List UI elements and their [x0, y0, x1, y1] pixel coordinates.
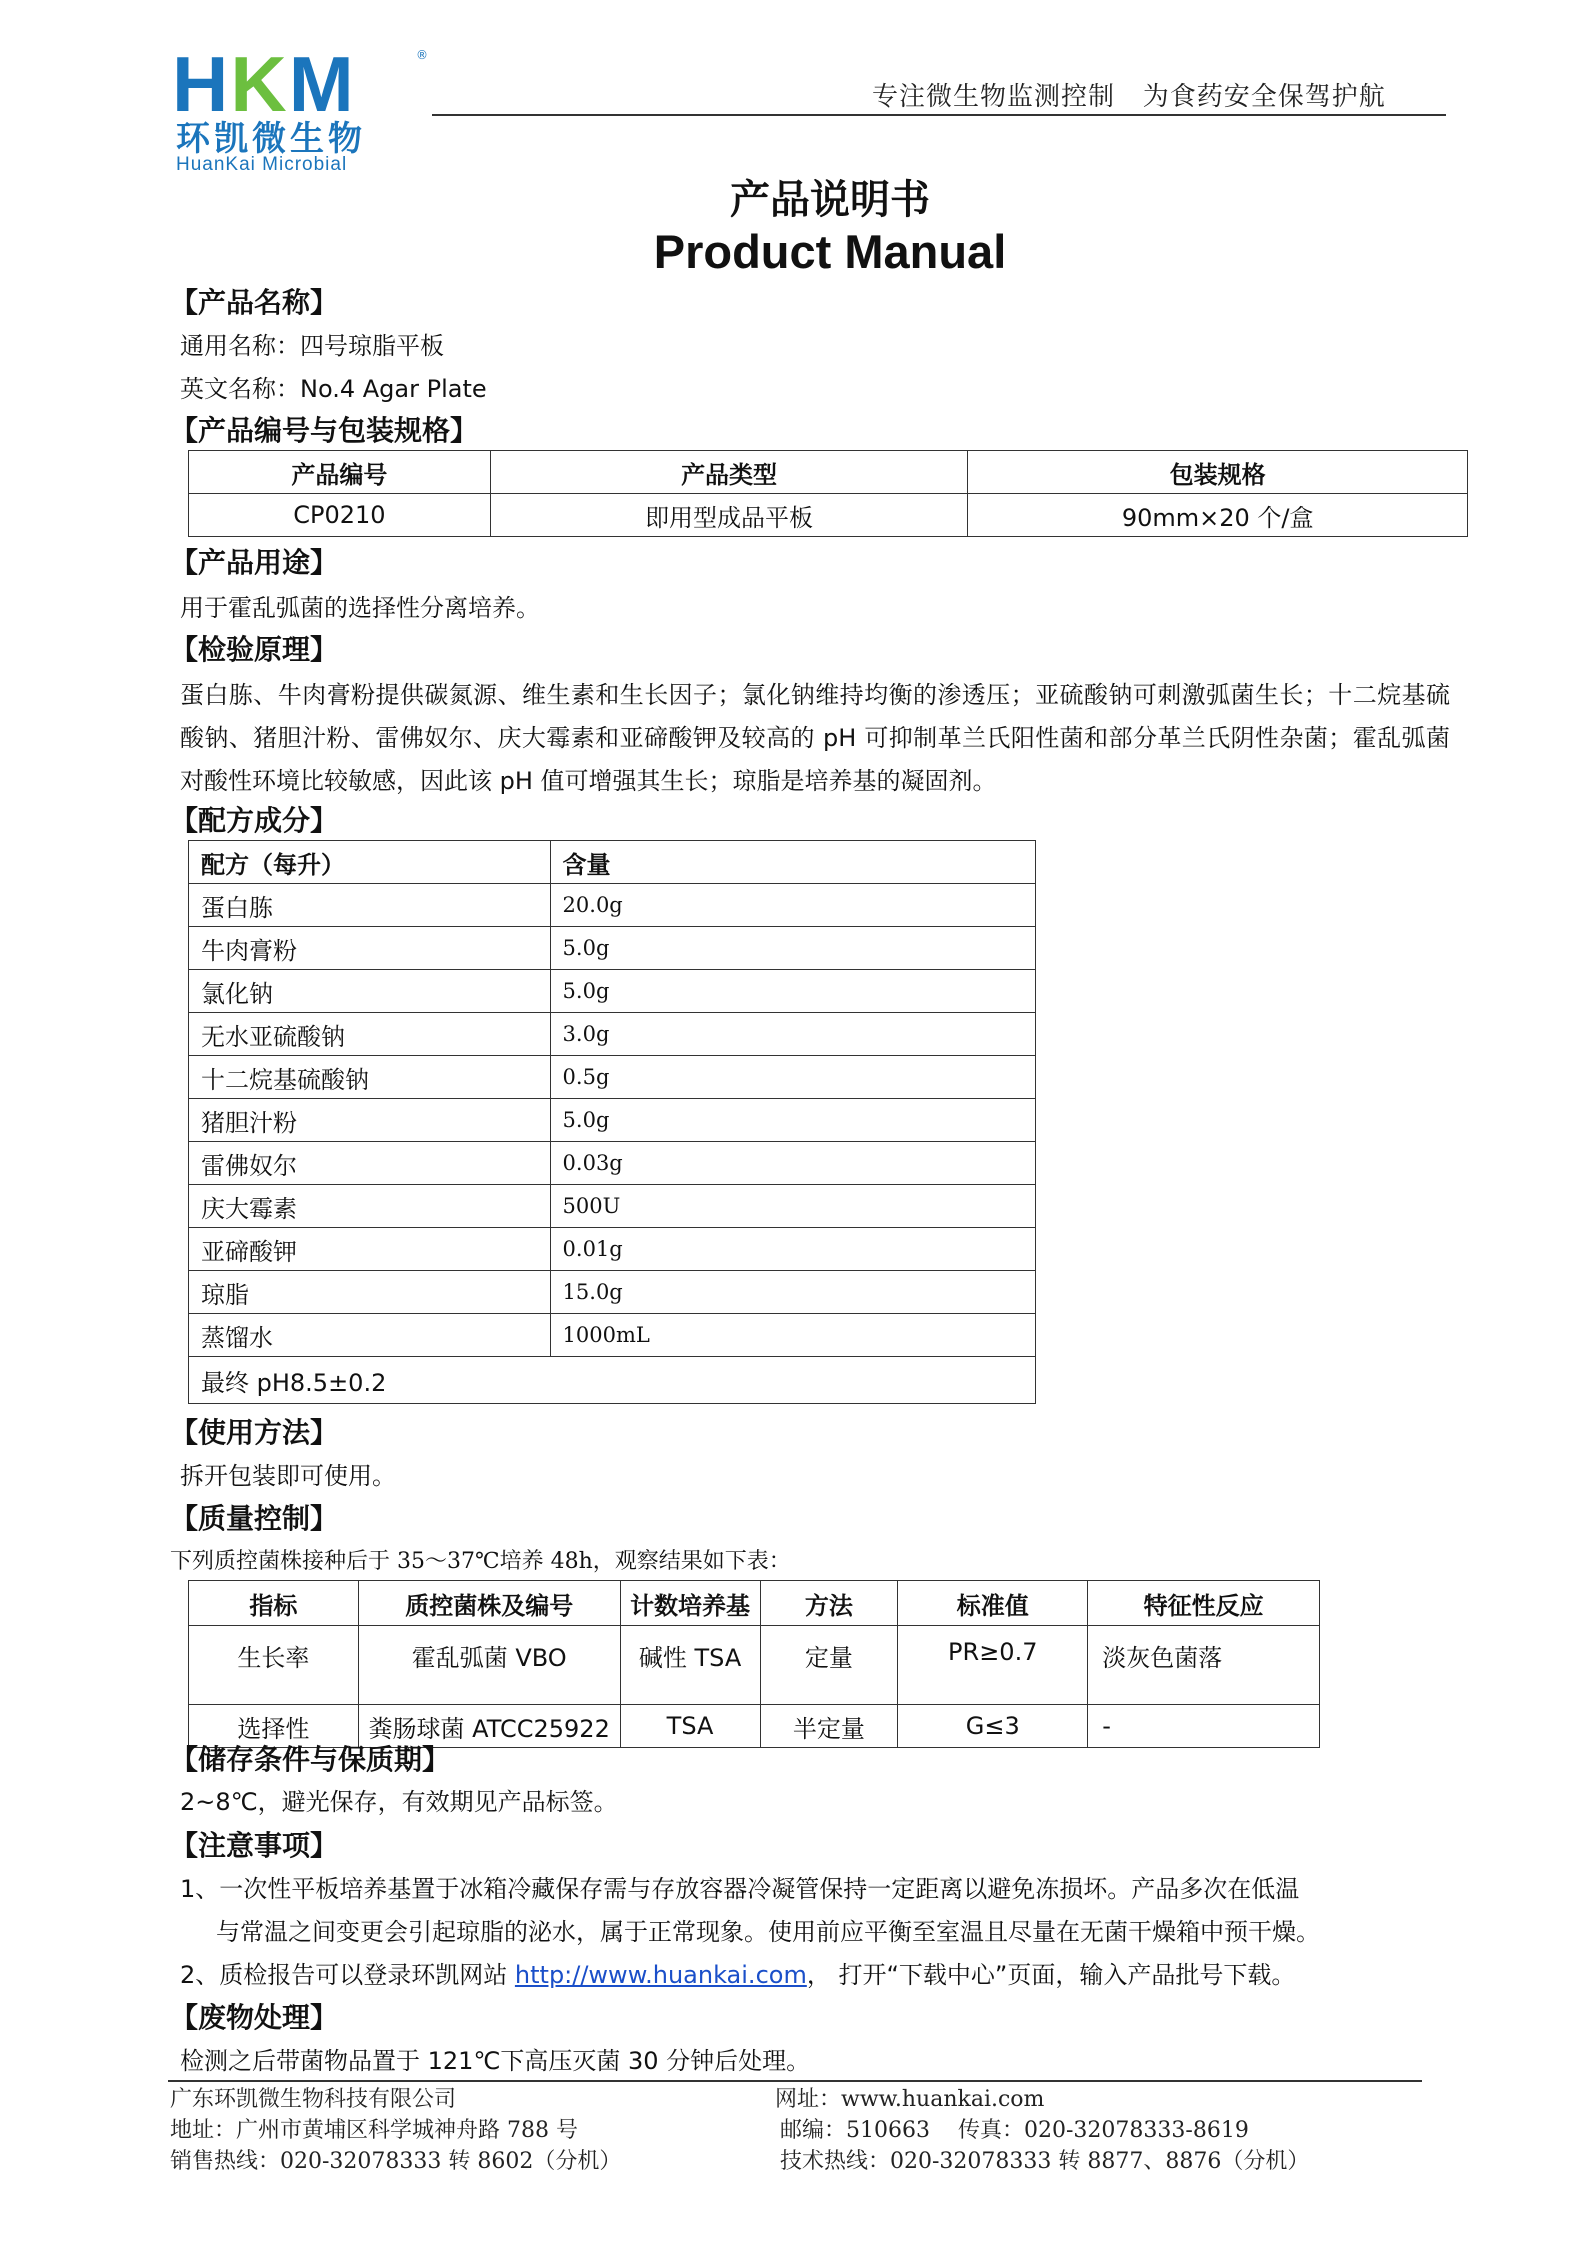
amount: 3.0g	[550, 1013, 1035, 1056]
logo-mark: HKM	[172, 40, 356, 128]
table-row	[189, 1314, 1036, 1357]
note-item-2-prefix: 2、质检报告可以登录环凯网站	[180, 1961, 515, 1989]
table-header-cell: 方法	[760, 1581, 898, 1626]
table-row	[189, 1357, 1036, 1404]
qc-medium: 碱性 TSA	[620, 1626, 760, 1705]
footer-website: 网址：www.huankai.com	[775, 2087, 1045, 2112]
ingredient: 氯化钠	[189, 970, 551, 1013]
qc-reaction: -	[1088, 1705, 1320, 1748]
table-row	[189, 1185, 1036, 1228]
table-row	[189, 1228, 1036, 1271]
amount: 0.5g	[550, 1056, 1035, 1099]
section-heading-disposal: 【废物处理】	[170, 2001, 339, 2034]
ingredient: 猪胆汁粉	[189, 1099, 551, 1142]
logo-chinese-name: 环凯微生物	[176, 119, 366, 159]
table-header-row	[189, 841, 1036, 884]
qc-strain: 霍乱弧菌 VBO	[358, 1626, 620, 1705]
amount: 0.01g	[550, 1228, 1035, 1271]
ingredient: 雷佛奴尔	[189, 1142, 551, 1185]
qc-strain: 粪肠球菌 ATCC25922	[358, 1705, 620, 1748]
amount: 0.03g	[550, 1142, 1035, 1185]
ingredient: 十二烷基硫酸钠	[189, 1056, 551, 1099]
table-row	[189, 970, 1036, 1013]
header-slogan: 专注微生物监测控制 为食药安全保驾护航	[872, 82, 1386, 112]
method-text: 拆开包装即可使用。	[180, 1462, 396, 1490]
registered-mark: ®	[416, 48, 428, 62]
qc-standard: G≤3	[898, 1705, 1088, 1748]
qc-intro: 下列质控菌株接种后于 35～37℃培养 48h，观察结果如下表：	[170, 1549, 791, 1574]
qc-medium: TSA	[620, 1705, 760, 1748]
header-divider	[432, 114, 1446, 116]
qc-method: 定量	[760, 1626, 898, 1705]
amount: 5.0g	[550, 1099, 1035, 1142]
section-heading-product-name: 【产品名称】	[170, 286, 339, 319]
table-header-cell: 产品编号	[189, 451, 491, 494]
ingredient: 庆大霉素	[189, 1185, 551, 1228]
ingredient: 牛肉膏粉	[189, 927, 551, 970]
section-heading-formula: 【配方成分】	[170, 804, 339, 837]
package-spec: 90mm×20 个/盒	[968, 494, 1468, 537]
formula-table	[188, 840, 1036, 1404]
amount: 20.0g	[550, 884, 1035, 927]
note-item-1-line-1: 1、一次性平板培养基置于冰箱冷藏保存需与存放容器冷凝管保持一定距离以避免冻损坏。产品多次在低温	[180, 1875, 1300, 1903]
section-heading-method: 【使用方法】	[170, 1416, 339, 1449]
common-name: 通用名称：四号琼脂平板	[180, 332, 444, 360]
table-header-cell: 质控菌株及编号	[358, 1581, 620, 1626]
table-row	[189, 1705, 1320, 1748]
amount: 500U	[550, 1185, 1035, 1228]
table-row	[189, 927, 1036, 970]
section-heading-storage: 【储存条件与保质期】	[170, 1743, 451, 1776]
english-name: 英文名称：No.4 Agar Plate	[180, 375, 487, 403]
footer-company: 广东环凯微生物科技有限公司	[170, 2087, 457, 2112]
table-row	[189, 884, 1036, 927]
logo-english-name: HuanKai Microbial	[176, 154, 348, 175]
note-item-2	[180, 1959, 1295, 1991]
product-code: CP0210	[189, 494, 491, 537]
table-header-row	[189, 1581, 1320, 1626]
section-heading-principle: 【检验原理】	[170, 633, 339, 666]
section-heading-spec: 【产品编号与包装规格】	[170, 414, 479, 447]
spec-table	[188, 450, 1468, 537]
product-type: 即用型成品平板	[490, 494, 968, 537]
ingredient: 无水亚硫酸钠	[189, 1013, 551, 1056]
website-link[interactable]: http://www.huankai.com	[514, 1961, 807, 1989]
table-row	[189, 1142, 1036, 1185]
qc-reaction: 淡灰色菌落	[1088, 1626, 1320, 1705]
section-heading-qc: 【质量控制】	[170, 1502, 339, 1535]
amount: 15.0g	[550, 1271, 1035, 1314]
qc-table	[188, 1580, 1320, 1748]
table-header-cell: 计数培养基	[620, 1581, 760, 1626]
table-header-cell: 标准值	[898, 1581, 1088, 1626]
footer-address: 地址：广州市黄埔区科学城神舟路 788 号	[170, 2118, 578, 2143]
ingredient: 蛋白胨	[189, 884, 551, 927]
table-header-cell: 指标	[189, 1581, 359, 1626]
disposal-text: 检测之后带菌物品置于 121℃下高压灭菌 30 分钟后处理。	[180, 2047, 811, 2075]
principle-text: 蛋白胨、牛肉膏粉提供碳氮源、维生素和生长因子；氯化钠维持均衡的渗透压；亚硫酸钠可刺激弧菌生长；十二烷基硫酸钠、猪胆汁粉、雷佛奴尔、庆大霉素和亚碲酸钾及较高的 pH 可抑制革兰氏阳性菌和部分革兰氏阴性杂菌；霍乱弧菌对酸性环境比较敏感，因此该 pH 值可增强其生长；琼脂是培养基的凝固剂。	[180, 681, 1450, 795]
company-logo	[172, 40, 432, 175]
title-chinese: 产品说明书	[730, 177, 930, 223]
qc-standard: PR≥0.7	[898, 1626, 1088, 1705]
qc-indicator: 选择性	[189, 1705, 359, 1748]
qc-indicator: 生长率	[189, 1626, 359, 1705]
table-header-cell: 包装规格	[968, 451, 1468, 494]
usage-text: 用于霍乱弧菌的选择性分离培养。	[180, 594, 540, 622]
final-ph: 最终 pH8.5±0.2	[189, 1357, 1036, 1404]
ingredient: 蒸馏水	[189, 1314, 551, 1357]
table-row	[189, 1626, 1320, 1705]
table-header-cell: 含量	[550, 841, 1035, 884]
section-heading-notes: 【注意事项】	[170, 1829, 339, 1862]
table-header-cell: 配方（每升）	[189, 841, 551, 884]
section-heading-usage: 【产品用途】	[170, 546, 339, 579]
footer-sales-hotline: 销售热线：020-32078333 转 8602（分机）	[170, 2149, 622, 2174]
table-row	[189, 1056, 1036, 1099]
table-row	[189, 1013, 1036, 1056]
table-row	[189, 1099, 1036, 1142]
ingredient: 琼脂	[189, 1271, 551, 1314]
qc-method: 半定量	[760, 1705, 898, 1748]
amount: 5.0g	[550, 927, 1035, 970]
ingredient: 亚碲酸钾	[189, 1228, 551, 1271]
note-item-1-line-2: 与常温之间变更会引起琼脂的泌水，属于正常现象。使用前应平衡至室温且尽量在无菌干燥箱中预干燥。	[216, 1918, 1320, 1946]
footer-tech-hotline: 技术热线：020-32078333 转 8877、8876（分机）	[780, 2149, 1310, 2174]
footer-fax: 传真：020-32078333-8619	[958, 2118, 1249, 2143]
table-header-cell: 产品类型	[490, 451, 968, 494]
amount: 1000mL	[550, 1314, 1035, 1357]
table-row	[189, 494, 1468, 537]
title-english: Product Manual	[653, 225, 1007, 278]
note-item-2-suffix: ， 打开“下载中心”页面，输入产品批号下载。	[806, 1961, 1296, 1989]
table-header-row	[189, 451, 1468, 494]
storage-text: 2~8℃，避光保存，有效期见产品标签。	[180, 1788, 618, 1816]
table-header-cell: 特征性反应	[1088, 1581, 1320, 1626]
amount: 5.0g	[550, 970, 1035, 1013]
footer-divider	[168, 2080, 1422, 2082]
footer-postcode: 邮编：510663	[780, 2118, 930, 2143]
table-row	[189, 1271, 1036, 1314]
